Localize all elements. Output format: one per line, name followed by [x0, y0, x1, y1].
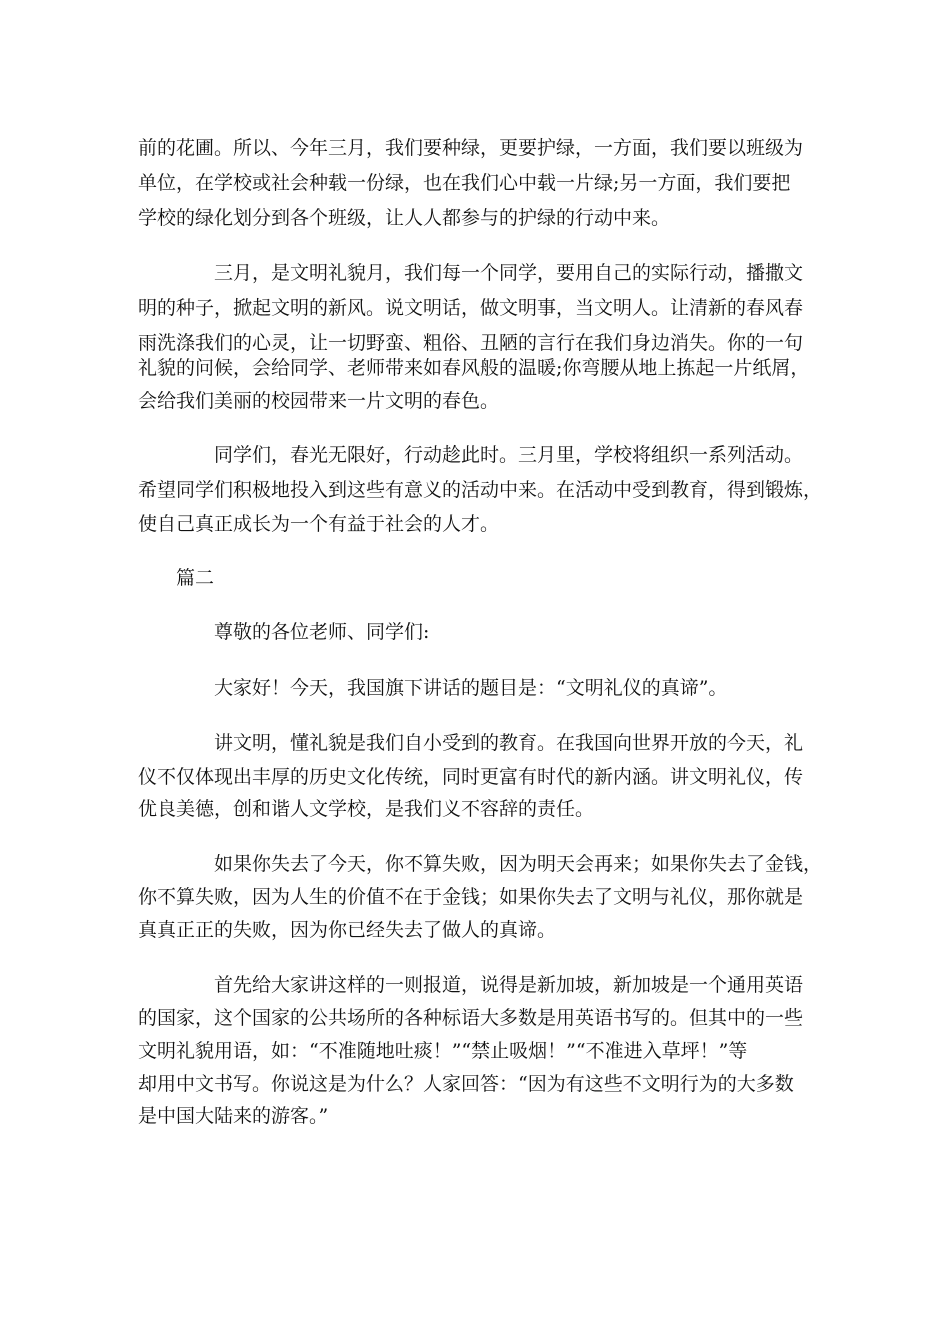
- p7-line-2: 仪不仅体现出丰厚的历史文化传统，同时更富有时代的新内涵。讲文明礼仪，传: [138, 766, 804, 788]
- greeting: 大家好！今天，我国旗下讲话的题目是：“文明礼仪的真谛”。: [214, 677, 728, 699]
- p3-line-2: 希望同学们积极地投入到这些有意义的活动中来。在活动中受到教育，得到锻炼，: [138, 479, 823, 501]
- p9-line-5: 是中国大陆来的游客。”: [138, 1105, 329, 1127]
- p9-line-3: 文明礼貌用语，如：“不准随地吐痰！”“禁止吸烟！”“不准进入草坪！”等: [138, 1040, 748, 1062]
- p2-line-1: 三月，是文明礼貌月，我们每一个同学，要用自己的实际行动，播撒文: [214, 262, 804, 284]
- p8-line-2: 你不算失败，因为人生的价值不在于金钱；如果你失去了文明与礼仪，那你就是: [138, 886, 804, 908]
- p9-line-2: 的国家，这个国家的公共场所的各种标语大多数是用英语书写的。但其中的一些: [138, 1007, 804, 1029]
- p1-line-1: 前的花圃。所以、今年三月，我们要种绿，更要护绿，一方面，我们要以班级为: [138, 137, 804, 159]
- p1-line-3: 学校的绿化划分到各个班级，让人人都参与的护绿的行动中来。: [138, 207, 671, 229]
- p9-line-1: 首先给大家讲这样的一则报道，说得是新加坡，新加坡是一个通用英语: [214, 974, 804, 996]
- p3-line-1: 同学们，春光无限好，行动趁此时。三月里，学校将组织一系列活动。: [214, 444, 804, 466]
- p1-line-2: 单位，在学校或社会种载一份绿，也在我们心中载一片绿;另一方面，我们要把: [138, 172, 791, 194]
- section-heading: 篇二: [176, 567, 215, 589]
- salutation: 尊敬的各位老师、同学们:: [214, 621, 430, 643]
- p3-line-3: 使自己真正成长为一个有益于社会的人才。: [138, 513, 500, 535]
- p2-line-3: 雨洗涤我们的心灵，让一切野蛮、粗俗、丑陋的言行在我们身边消失。你的一句: [138, 332, 804, 354]
- p2-line-5: 会给我们美丽的校园带来一片文明的春色。: [138, 390, 500, 412]
- p2-line-4: 礼貌的问候，会给同学、老师带来如春风般的温暖;你弯腰从地上拣起一片纸屑，: [138, 357, 810, 379]
- p8-line-1: 如果你失去了今天，你不算失败，因为明天会再来；如果你失去了金钱，: [214, 853, 823, 875]
- p7-line-3: 优良美德，创和谐人文学校，是我们义不容辞的责任。: [138, 798, 595, 820]
- p7-line-1: 讲文明，懂礼貌是我们自小受到的教育。在我国向世界开放的今天，礼: [214, 732, 804, 754]
- p2-line-2: 明的种子，掀起文明的新风。说文明话，做文明事，当文明人。让清新的春风春: [138, 297, 804, 319]
- p9-line-4: 却用中文书写。你说这是为什么？人家回答：“因为有这些不文明行为的大多数: [138, 1073, 794, 1095]
- p8-line-3: 真真正正的失败，因为你已经失去了做人的真谛。: [138, 919, 557, 941]
